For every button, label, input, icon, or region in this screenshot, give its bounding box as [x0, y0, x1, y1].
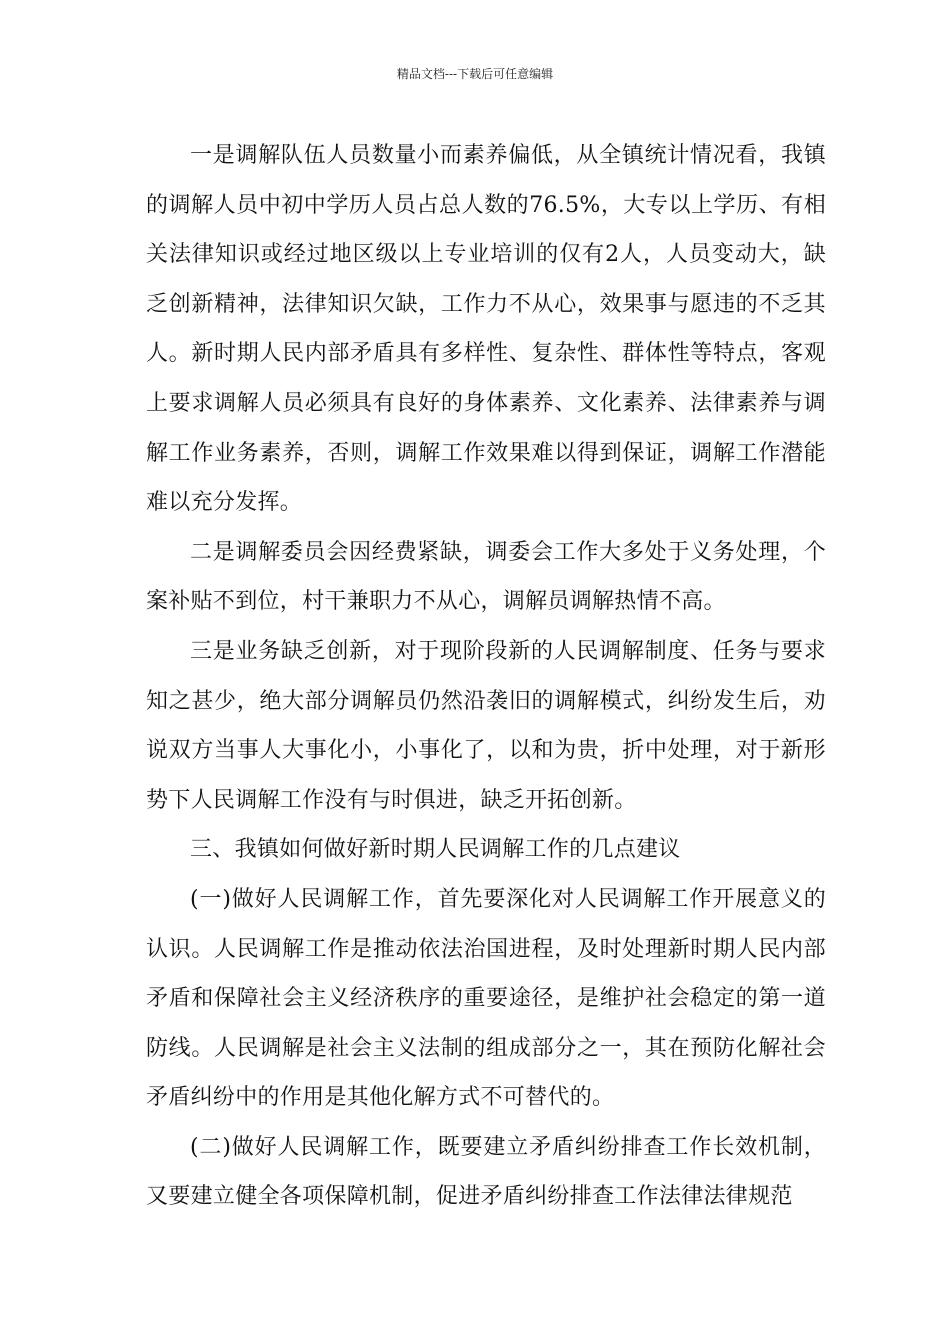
paragraph-4: (一)做好人民调解工作，首先要深化对人民调解工作开展意义的认识。人民调解工作是推动依法治国进程，及时处理新时期人民内部矛盾和保障社会主义经济秩序的重要途径，是维护社会稳定的第一道防线。人民调解是社会主义法制的组成部分之一，其在预防化解社会矛盾纠纷中的作用是其他化解方式不可替代的。	[146, 886, 826, 1111]
paragraph-3: 三是业务缺乏创新，对于现阶段新的人民调解制度、任务与要求知之甚少，绝大部分调解员仍然沿袭旧的调解模式，纠纷发生后，劝说双方当事人大事化小，小事化了，以和为贵，折中处理，对于新形势下人民调解工作没有与时俱进，缺乏开拓创新。	[146, 638, 826, 813]
paragraph-2: 二是调解委员会因经费紧缺，调委会工作大多处于义务处理，个案补贴不到位，村干兼职力不从心，调解员调解热情不高。	[146, 539, 826, 615]
paragraph-5: (二)做好人民调解工作，既要建立矛盾纠纷排查工作长效机制，又要建立健全各项保障机制，促进矛盾纠纷排查工作法律法律规范	[146, 1134, 826, 1210]
paragraph-1: 一是调解队伍人员数量小而素养偏低，从全镇统计情况看，我镇的调解人员中初中学历人员占总人数的76.5%，大专以上学历、有相关法律知识或经过地区级以上专业培训的仅有2人，人员变动大，缺乏创新精神，法律知识欠缺，工作力不从心，效果事与愿违的不乏其人。新时期人民内部矛盾具有多样性、复杂性、群体性等特点，客观上要求调解人员必须具有良好的身体素养、文化素养、法律素养与调解工作业务素养，否则，调解工作效果难以得到保证，调解工作潜能难以充分发挥。	[146, 143, 826, 516]
document-body	[146, 131, 826, 1222]
section-heading: 三、我镇如何做好新时期人民调解工作的几点建议	[190, 837, 681, 863]
page-header: 精品文档---下载后可任意编辑	[396, 67, 554, 81]
